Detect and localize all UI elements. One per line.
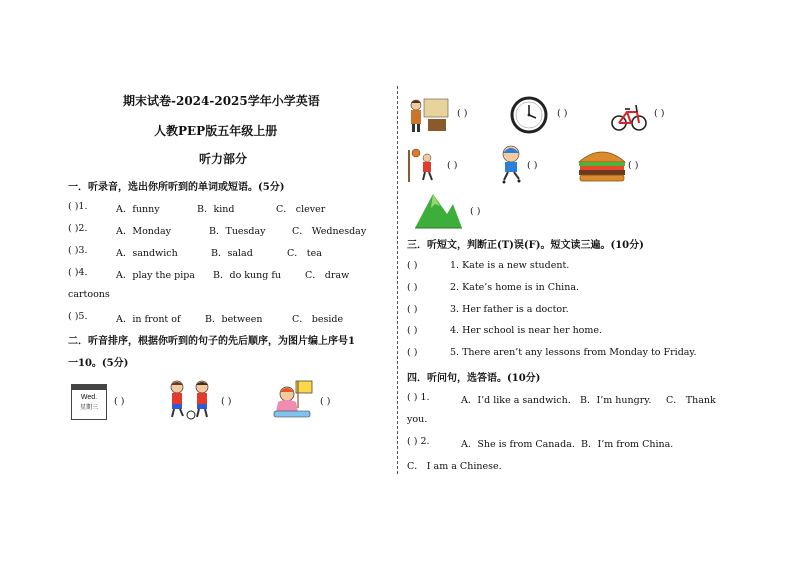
answer-paren: ( ) <box>628 160 639 171</box>
option-c: C． Wednesday <box>292 226 367 237</box>
tf-paren: ( ) <box>407 347 418 358</box>
calendar-label: 星期三 <box>79 404 98 411</box>
option-b: B．between <box>205 314 263 325</box>
option-c: C． beside <box>292 314 344 325</box>
question-number: ( )5. <box>68 311 88 322</box>
option-wrap: cartoons <box>68 289 110 300</box>
bicycle-icon <box>611 100 647 132</box>
answer-paren: ( ) <box>527 160 538 171</box>
answer-paren: ( ) <box>447 160 458 171</box>
tf-paren: ( ) <box>407 260 418 271</box>
tf-paren: ( ) <box>407 304 418 315</box>
option-c: C． I am a Chinese. <box>407 461 502 472</box>
option-a: A．Monday <box>116 226 172 237</box>
option-c: C． clever <box>276 204 326 215</box>
section2-heading-line1: 二．听音排序，根据你听到的句子的先后顺序，为图片编上序号1 <box>68 336 355 347</box>
kids-soccer-icon <box>163 378 217 420</box>
question-number: ( ) 1. <box>407 392 430 403</box>
question-number: ( ) 2. <box>407 436 430 447</box>
option-a: A．in front of <box>116 314 181 325</box>
part-title: 听力部分 <box>199 152 248 166</box>
tf-statement: 2. Kate’s home is in China. <box>450 282 580 293</box>
option-a: A．sandwich <box>116 248 178 259</box>
option-a: A．I’d like a sandwich. <box>461 395 571 406</box>
tf-statement: 5. There aren’t any lessons from Monday to Friday. <box>450 347 697 358</box>
option-b: B．do kung fu <box>213 270 282 281</box>
option-b: B．I’m from China. <box>581 439 674 450</box>
answer-paren: ( ) <box>320 396 331 407</box>
tf-paren: ( ) <box>407 282 418 293</box>
clock-icon <box>509 96 549 134</box>
option-a: A．She is from Canada. <box>461 439 575 450</box>
basketball-icon <box>405 146 441 184</box>
option-b: B．I’m hungry. <box>580 395 652 406</box>
option-a: A．funny <box>116 204 160 215</box>
boy-skating-icon <box>496 144 526 184</box>
section1-heading: 一．听录音，选出你所听到的单词或短语。(5分) <box>68 182 285 193</box>
calendar-day: Wed. <box>80 394 98 401</box>
section3-heading: 三．听短文，判断正(T)误(F)。短文读三遍。(10分) <box>407 240 644 251</box>
option-c: C． Thank <box>666 395 716 406</box>
answer-paren: ( ) <box>221 396 232 407</box>
section2-heading-line2: 一10。(5分) <box>68 358 129 369</box>
calendar-icon <box>71 384 107 420</box>
exam-title: 期末试卷-2024-2025学年小学英语 <box>123 94 320 108</box>
tf-statement: 3. Her father is a doctor. <box>450 304 569 315</box>
mountain-icon <box>413 190 463 230</box>
column-divider <box>397 86 398 474</box>
option-c: C． draw <box>305 270 350 281</box>
answer-paren: ( ) <box>457 108 468 119</box>
tf-statement: 4. Her school is near her home. <box>450 325 603 336</box>
option-a: A．play the pipa <box>116 270 195 281</box>
question-number: ( )3. <box>68 245 88 256</box>
tf-statement: 1. Kate is a new student. <box>450 260 570 271</box>
option-c: C． tea <box>287 248 322 259</box>
exam-subtitle: 人教PEP版五年级上册 <box>154 124 278 138</box>
question-number: ( )2. <box>68 223 88 234</box>
section4-heading: 四．听问句，选答语。(10分) <box>407 373 541 384</box>
answer-paren: ( ) <box>114 396 125 407</box>
option-wrap: you. <box>407 414 428 425</box>
tf-paren: ( ) <box>407 325 418 336</box>
option-b: B．kind <box>197 204 235 215</box>
option-b: B．salad <box>211 248 253 259</box>
answer-paren: ( ) <box>470 206 481 217</box>
question-number: ( )1. <box>68 201 88 212</box>
option-b: B．Tuesday <box>209 226 266 237</box>
hamburger-icon <box>576 146 628 184</box>
answer-paren: ( ) <box>654 108 665 119</box>
girl-drawing-icon <box>270 378 316 420</box>
answer-paren: ( ) <box>557 108 568 119</box>
question-number: ( )4. <box>68 267 88 278</box>
teacher-icon <box>406 97 450 133</box>
